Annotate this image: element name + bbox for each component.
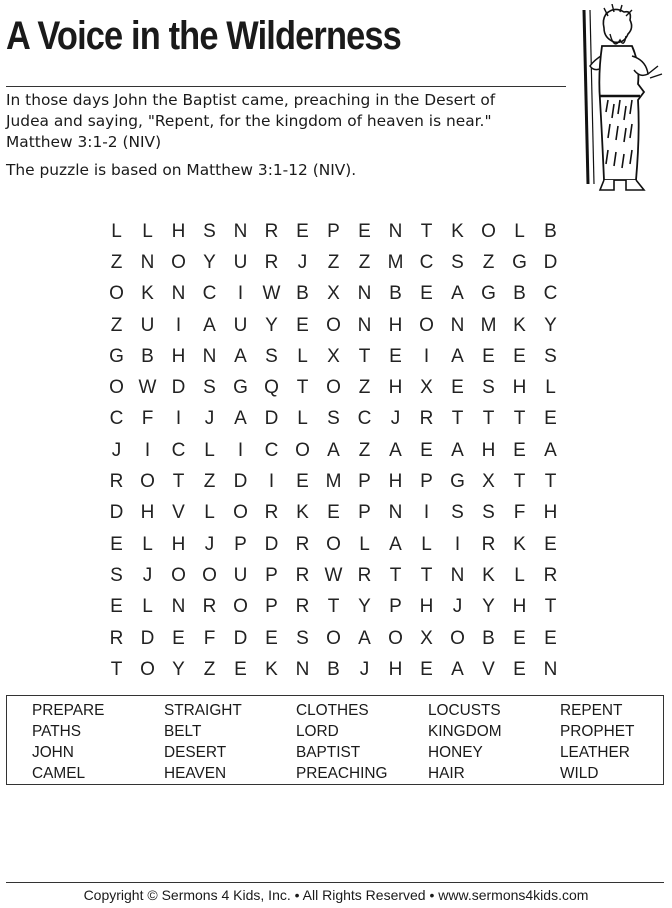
grid-letter: Z — [358, 251, 371, 273]
grid-letter: E — [482, 345, 495, 367]
grid-letter: O — [326, 627, 341, 649]
grid-letter: U — [233, 564, 248, 586]
grid-letter: P — [420, 471, 433, 493]
grid-letter: S — [482, 502, 495, 524]
grid-letter: N — [357, 314, 372, 336]
grid-letter: M — [325, 471, 342, 493]
grid-letter: O — [419, 314, 434, 336]
grid-letter: X — [420, 627, 433, 649]
grid-letter: C — [109, 408, 124, 430]
grid-letter: R — [264, 251, 279, 273]
grid-letter: K — [296, 502, 309, 524]
title-divider — [6, 86, 566, 87]
grid-letter: R — [481, 533, 496, 555]
grid-letter: V — [172, 502, 185, 524]
grid-letter: R — [357, 564, 372, 586]
word-list-item: JOHN — [32, 744, 74, 761]
grid-letter: D — [233, 627, 248, 649]
grid-letter: S — [203, 377, 216, 399]
grid-letter: T — [296, 377, 309, 399]
grid-letter: E — [513, 439, 526, 461]
grid-letter: J — [204, 533, 215, 555]
grid-letter: I — [175, 408, 182, 430]
grid-letter: Y — [544, 314, 557, 336]
grid-letter: O — [388, 627, 403, 649]
grid-letter: N — [202, 345, 217, 367]
grid-letter: E — [358, 220, 371, 242]
grid-letter: D — [171, 377, 186, 399]
grid-letter: X — [482, 471, 495, 493]
grid-letter: X — [420, 377, 433, 399]
grid-letter: C — [202, 283, 217, 305]
grid-letter: G — [512, 251, 527, 273]
grid-letter: O — [233, 596, 248, 618]
word-list-item: CLOTHES — [296, 702, 369, 719]
word-list-item: WILD — [560, 765, 599, 782]
grid-letter: P — [265, 564, 278, 586]
word-list-item: HEAVEN — [164, 765, 227, 782]
grid-letter: X — [327, 283, 340, 305]
grid-letter: K — [513, 533, 526, 555]
grid-letter: T — [513, 471, 526, 493]
grid-letter: O — [109, 377, 124, 399]
page-title: A Voice in the Wilderness — [6, 14, 401, 58]
grid-letter: H — [481, 439, 496, 461]
grid-letter: R — [264, 220, 279, 242]
grid-letter: L — [514, 564, 525, 586]
grid-letter: O — [326, 533, 341, 555]
grid-letter: C — [264, 439, 279, 461]
grid-letter: I — [423, 345, 430, 367]
grid-letter: Y — [265, 314, 278, 336]
grid-letter: S — [296, 627, 309, 649]
grid-letter: F — [141, 408, 154, 430]
grid-letter: E — [451, 377, 464, 399]
word-list-item: HONEY — [428, 744, 483, 761]
grid-letter: I — [423, 502, 430, 524]
grid-letter: J — [297, 251, 308, 273]
grid-letter: C — [419, 251, 434, 273]
grid-letter: E — [544, 533, 557, 555]
grid-letter: G — [450, 471, 465, 493]
grid-letter: B — [327, 658, 340, 680]
grid-letter: W — [138, 377, 157, 399]
grid-letter: N — [171, 283, 186, 305]
grid-letter: E — [389, 345, 402, 367]
grid-letter: S — [110, 564, 123, 586]
word-list-item: LORD — [296, 723, 339, 740]
grid-letter: B — [389, 283, 402, 305]
grid-letter: G — [109, 345, 124, 367]
grid-letter: L — [142, 596, 153, 618]
grid-letter: T — [420, 220, 433, 242]
grid-letter: I — [175, 314, 182, 336]
grid-letter: Z — [203, 471, 216, 493]
grid-letter: O — [171, 564, 186, 586]
puzzle-basis-note: The puzzle is based on Matthew 3:1-12 (NIV). — [6, 161, 357, 179]
grid-letter: H — [171, 533, 186, 555]
grid-letter: F — [513, 502, 526, 524]
grid-letter: S — [203, 220, 216, 242]
grid-letter: T — [327, 596, 340, 618]
grid-letter: P — [327, 220, 340, 242]
grid-letter: E — [110, 596, 123, 618]
grid-letter: U — [140, 314, 155, 336]
grid-letter: R — [202, 596, 217, 618]
grid-letter: I — [237, 283, 244, 305]
grid-letter: C — [543, 283, 558, 305]
grid-letter: O — [109, 283, 124, 305]
grid-letter: A — [389, 533, 402, 555]
grid-letter: J — [390, 408, 401, 430]
grid-letter: E — [296, 220, 309, 242]
grid-letter: N — [388, 502, 403, 524]
grid-letter: L — [111, 220, 122, 242]
grid-letter: N — [388, 220, 403, 242]
grid-letter: H — [388, 377, 403, 399]
grid-letter: A — [451, 283, 464, 305]
grid-letter: D — [233, 471, 248, 493]
grid-letter: H — [512, 596, 527, 618]
grid-letter: J — [142, 564, 153, 586]
grid-letter: L — [204, 502, 215, 524]
grid-letter: A — [358, 627, 371, 649]
grid-letter: L — [359, 533, 370, 555]
grid-letter: K — [141, 283, 154, 305]
verse-reference: Matthew 3:1-2 (NIV) — [6, 133, 162, 151]
grid-letter: L — [142, 533, 153, 555]
grid-letter: T — [110, 658, 123, 680]
grid-letter: O — [481, 220, 496, 242]
grid-letter: J — [204, 408, 215, 430]
grid-letter: O — [171, 251, 186, 273]
grid-letter: Y — [358, 596, 371, 618]
grid-letter: E — [172, 627, 185, 649]
word-list — [6, 695, 664, 785]
grid-letter: O — [450, 627, 465, 649]
grid-letter: T — [389, 564, 402, 586]
grid-letter: U — [233, 251, 248, 273]
grid-letter: E — [265, 627, 278, 649]
grid-letter: K — [451, 220, 464, 242]
grid-letter: H — [388, 658, 403, 680]
grid-letter: A — [544, 439, 557, 461]
grid-letter: E — [513, 345, 526, 367]
grid-letter: A — [451, 345, 464, 367]
word-list-item: LEATHER — [560, 744, 630, 761]
grid-letter: L — [421, 533, 432, 555]
grid-letter: A — [389, 439, 402, 461]
john-the-baptist-illustration — [574, 4, 668, 192]
grid-letter: L — [514, 220, 525, 242]
grid-letter: O — [202, 564, 217, 586]
grid-letter: T — [451, 408, 464, 430]
grid-letter: H — [171, 345, 186, 367]
grid-letter: A — [203, 314, 216, 336]
grid-letter: M — [387, 251, 404, 273]
grid-letter: T — [513, 408, 526, 430]
grid-letter: K — [513, 314, 526, 336]
word-list-item: PREACHING — [296, 765, 388, 782]
grid-letter: E — [420, 283, 433, 305]
grid-letter: O — [140, 471, 155, 493]
copyright-footer: Copyright © Sermons 4 Kids, Inc. • All Rights Reserved • www.sermons4kids.com — [83, 887, 589, 903]
grid-letter: E — [420, 658, 433, 680]
grid-letter: V — [482, 658, 495, 680]
grid-letter: D — [109, 502, 124, 524]
grid-letter: E — [296, 471, 309, 493]
word-list-item: KINGDOM — [428, 723, 502, 740]
grid-letter: O — [233, 502, 248, 524]
grid-letter: T — [358, 345, 371, 367]
grid-letter: A — [234, 345, 247, 367]
grid-letter: O — [326, 314, 341, 336]
grid-letter: L — [204, 439, 215, 461]
grid-letter: P — [234, 533, 247, 555]
grid-letter: O — [295, 439, 310, 461]
grid-letter: G — [481, 283, 496, 305]
grid-letter: D — [264, 408, 279, 430]
grid-letter: R — [295, 596, 310, 618]
grid-letter: J — [111, 439, 122, 461]
word-list-item: PREPARE — [32, 702, 105, 719]
grid-letter: E — [513, 627, 526, 649]
grid-letter: H — [512, 377, 527, 399]
word-list-item: PROPHET — [560, 723, 635, 740]
grid-letter: C — [357, 408, 372, 430]
grid-letter: N — [295, 658, 310, 680]
grid-letter: Z — [110, 314, 123, 336]
word-list-item: STRAIGHT — [164, 702, 242, 719]
word-list-item: BAPTIST — [296, 744, 361, 761]
verse-line: Judea and saying, "Repent, for the kingdom of heaven is near." — [6, 112, 492, 130]
grid-letter: O — [140, 658, 155, 680]
grid-letter: E — [327, 502, 340, 524]
grid-letter: Z — [358, 439, 371, 461]
grid-letter: R — [295, 564, 310, 586]
grid-letter: T — [420, 564, 433, 586]
grid-letter: Z — [110, 251, 123, 273]
grid-letter: B — [513, 283, 526, 305]
grid-letter: N — [171, 596, 186, 618]
grid-letter: E — [420, 439, 433, 461]
grid-letter: D — [543, 251, 558, 273]
grid-letter: I — [237, 439, 244, 461]
grid-letter: H — [419, 596, 434, 618]
verse-line: In those days John the Baptist came, preaching in the Desert of — [6, 91, 496, 109]
grid-letter: R — [109, 627, 124, 649]
grid-letter: P — [358, 502, 371, 524]
grid-letter: H — [388, 314, 403, 336]
grid-letter: E — [296, 314, 309, 336]
grid-letter: R — [264, 502, 279, 524]
grid-letter: H — [171, 220, 186, 242]
scripture-verse — [6, 90, 566, 153]
grid-letter: L — [297, 345, 308, 367]
grid-letter: R — [109, 471, 124, 493]
grid-letter: T — [544, 471, 557, 493]
grid-letter: P — [389, 596, 402, 618]
grid-letter: R — [295, 533, 310, 555]
grid-letter: E — [513, 658, 526, 680]
grid-letter: T — [544, 596, 557, 618]
grid-letter: W — [262, 283, 281, 305]
grid-letter: W — [324, 564, 343, 586]
grid-letter: B — [141, 345, 154, 367]
grid-letter: Q — [264, 377, 279, 399]
grid-letter: D — [264, 533, 279, 555]
grid-letter: J — [452, 596, 463, 618]
grid-letter: C — [171, 439, 186, 461]
grid-letter: O — [326, 377, 341, 399]
grid-letter: N — [543, 658, 558, 680]
grid-letter: E — [544, 408, 557, 430]
grid-letter: D — [140, 627, 155, 649]
grid-letter: H — [140, 502, 155, 524]
word-list-item: PATHS — [32, 723, 82, 740]
grid-letter: J — [359, 658, 370, 680]
grid-letter: N — [450, 314, 465, 336]
grid-letter: S — [265, 345, 278, 367]
grid-letter: N — [357, 283, 372, 305]
grid-letter: S — [327, 408, 340, 430]
grid-letter: L — [545, 377, 556, 399]
grid-letter: Z — [327, 251, 340, 273]
grid-letter: Y — [172, 658, 185, 680]
grid-letter: K — [482, 564, 495, 586]
grid-letter: T — [482, 408, 495, 430]
grid-letter: B — [482, 627, 495, 649]
grid-letter: S — [451, 251, 464, 273]
footer-divider — [6, 882, 664, 883]
grid-letter: A — [327, 439, 340, 461]
grid-letter: Y — [482, 596, 495, 618]
grid-letter: Z — [358, 377, 371, 399]
grid-letter: E — [544, 627, 557, 649]
grid-letter: A — [451, 658, 464, 680]
word-list-item: CAMEL — [32, 765, 86, 782]
grid-letter: N — [233, 220, 248, 242]
grid-letter: Z — [203, 658, 216, 680]
grid-letter: F — [203, 627, 216, 649]
grid-letter: H — [388, 471, 403, 493]
grid-letter: P — [265, 596, 278, 618]
grid-letter: E — [234, 658, 247, 680]
grid-letter: M — [480, 314, 497, 336]
word-list-item: HAIR — [428, 765, 465, 782]
grid-letter: G — [233, 377, 248, 399]
grid-letter: A — [451, 439, 464, 461]
grid-letter: L — [142, 220, 153, 242]
grid-letter: R — [543, 564, 558, 586]
word-list-item: REPENT — [560, 702, 623, 719]
grid-letter: N — [140, 251, 155, 273]
grid-letter: T — [172, 471, 185, 493]
grid-letter: Z — [482, 251, 495, 273]
grid-letter: I — [268, 471, 275, 493]
grid-letter: I — [144, 439, 151, 461]
grid-letter: S — [482, 377, 495, 399]
grid-letter: I — [454, 533, 461, 555]
grid-letter: P — [358, 471, 371, 493]
word-list-item: BELT — [164, 723, 202, 740]
grid-letter: B — [544, 220, 557, 242]
word-list-item: DESERT — [164, 744, 227, 761]
grid-letter: S — [544, 345, 557, 367]
grid-letter: A — [234, 408, 247, 430]
grid-letter: H — [543, 502, 558, 524]
grid-letter: N — [450, 564, 465, 586]
word-search-grid — [101, 216, 566, 685]
grid-letter: U — [233, 314, 248, 336]
grid-letter: B — [296, 283, 309, 305]
word-list-item: LOCUSTS — [428, 702, 501, 719]
grid-letter: Y — [203, 251, 216, 273]
grid-letter: R — [419, 408, 434, 430]
grid-letter: X — [327, 345, 340, 367]
grid-letter: S — [451, 502, 464, 524]
grid-letter: E — [110, 533, 123, 555]
grid-letter: K — [265, 658, 278, 680]
grid-letter: L — [297, 408, 308, 430]
